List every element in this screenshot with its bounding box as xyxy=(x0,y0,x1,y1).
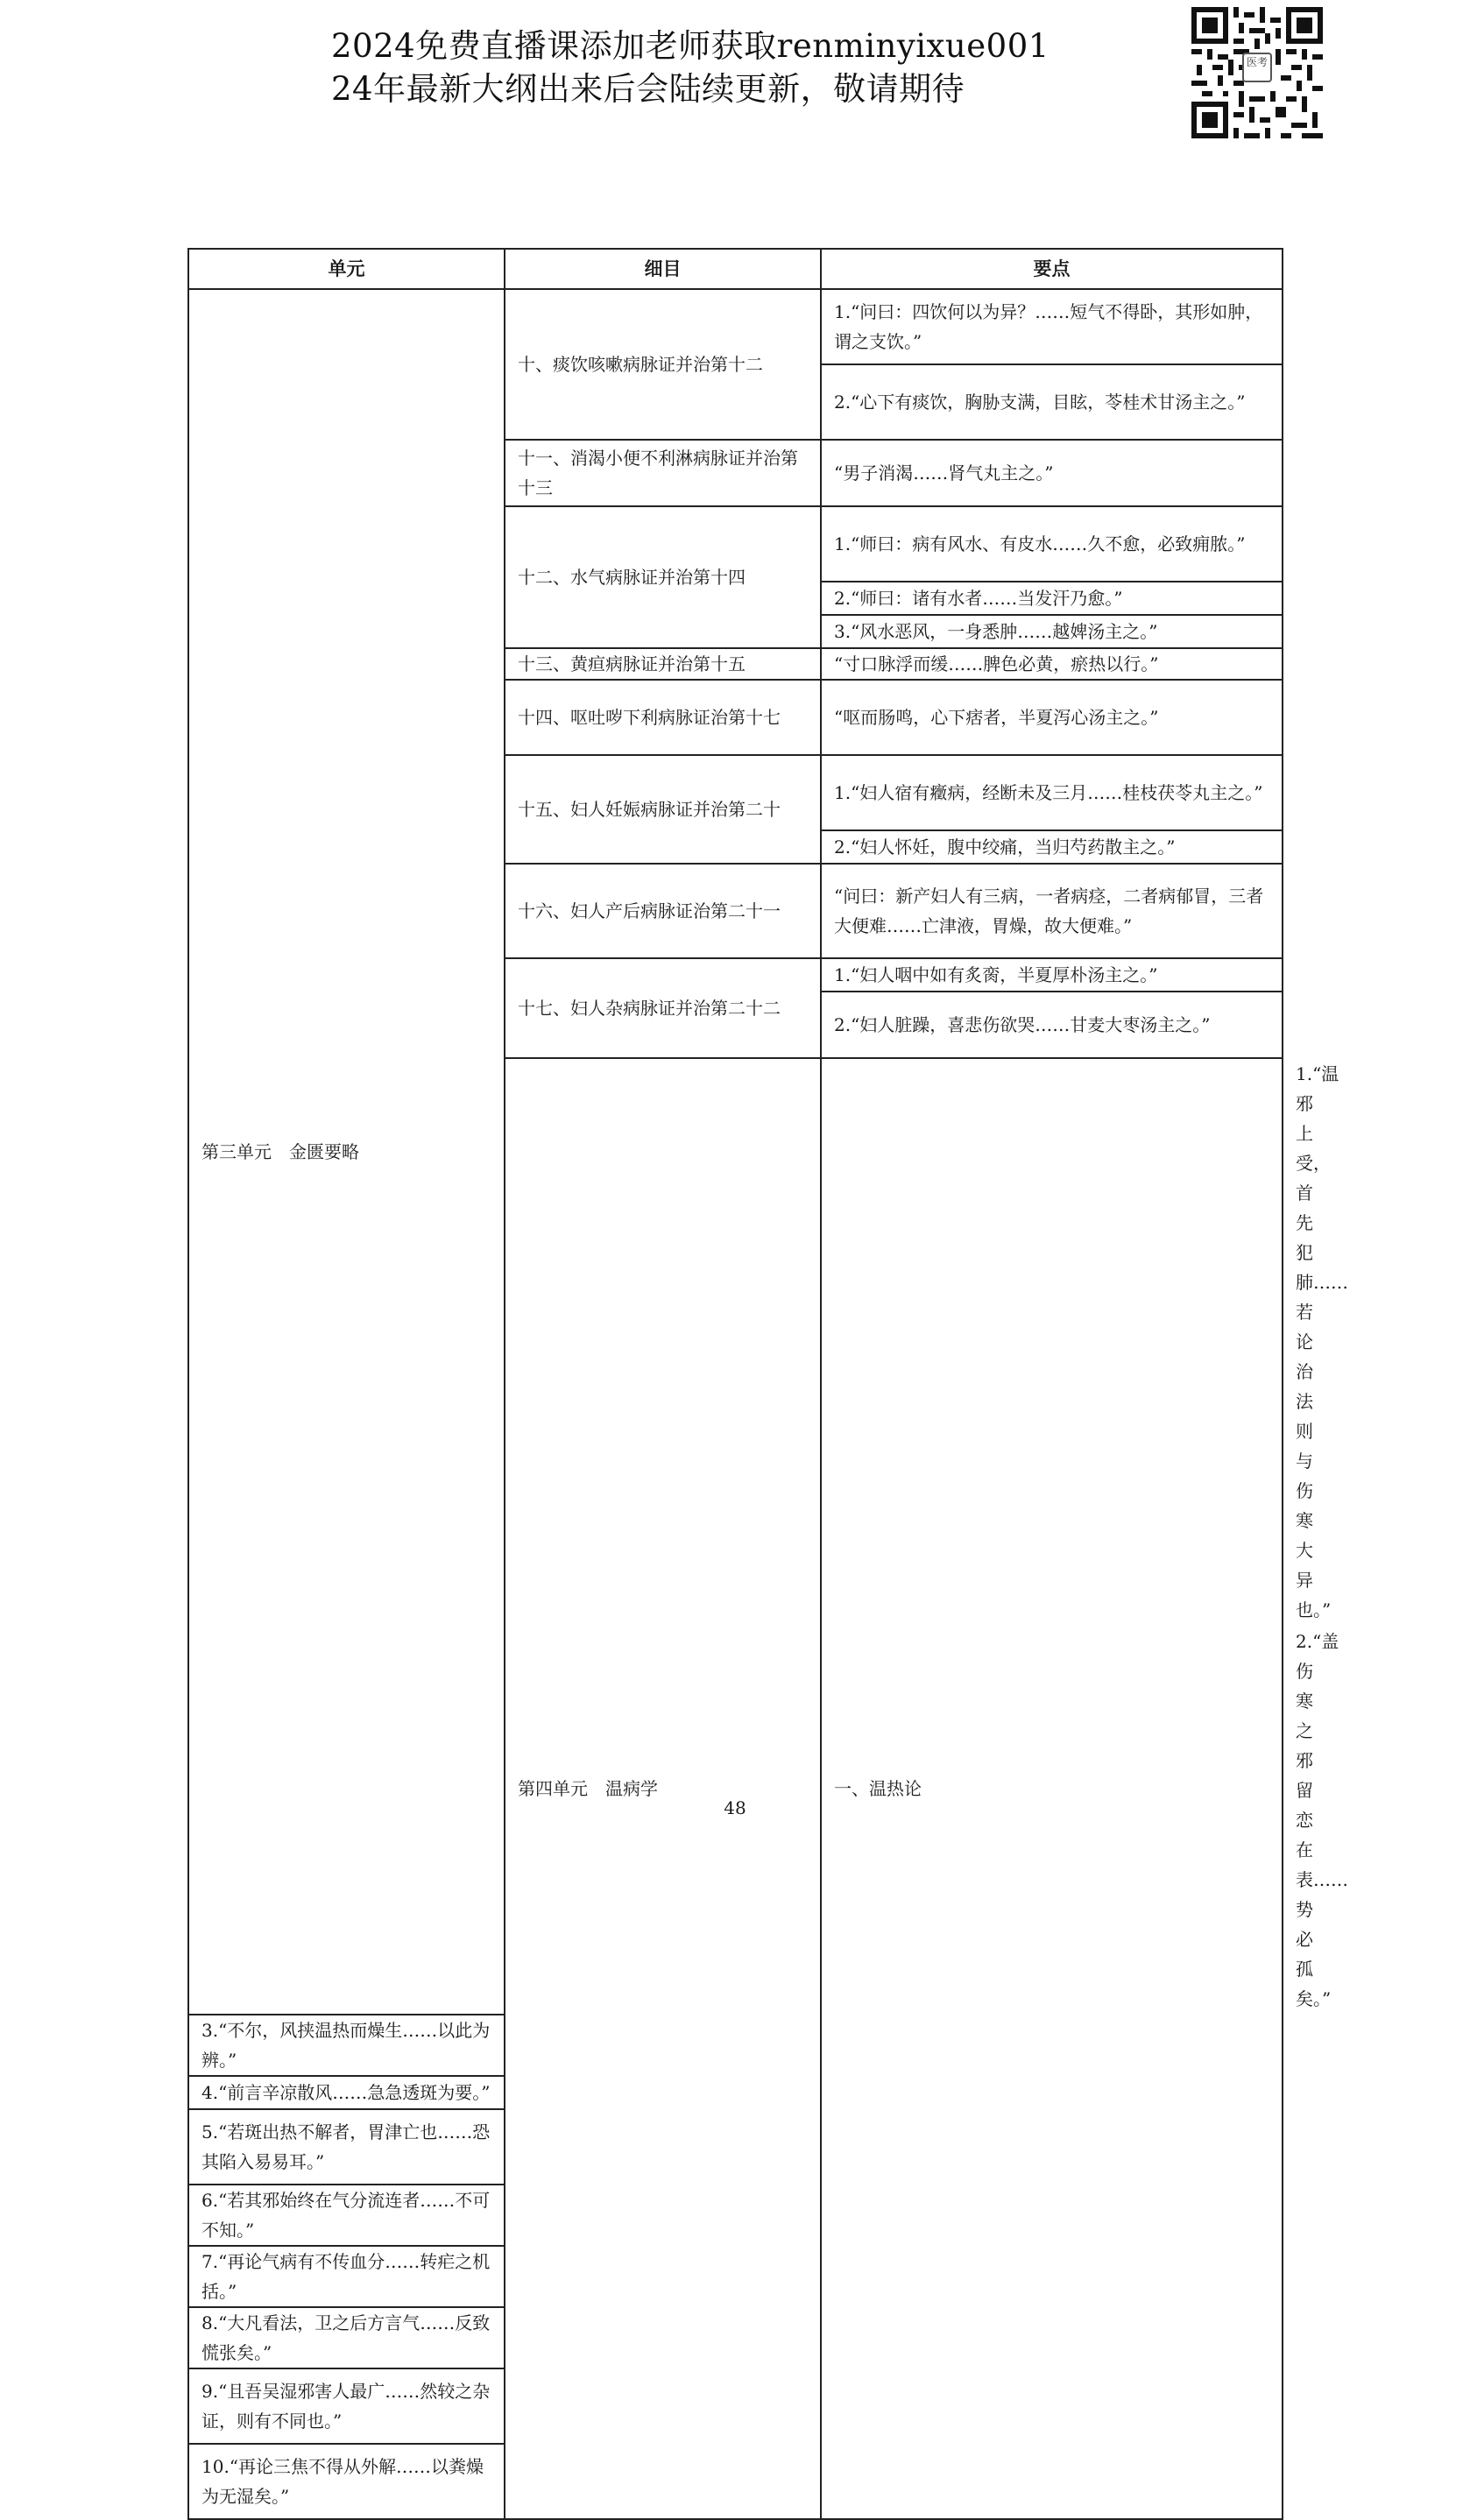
item-cell: 十三、黄疸病脉证并治第十五 xyxy=(505,648,821,680)
table-row xyxy=(188,289,1283,364)
point-cell: 1.“妇人咽中如有炙脔，半夏厚朴汤主之。” xyxy=(821,958,1283,992)
item-cell: 一、温热论 xyxy=(821,1058,1283,2519)
point-cell: 1.“妇人宿有癥病，经断未及三月……桂枝茯苓丸主之。” xyxy=(821,755,1283,830)
item-cell: 十四、呕吐哕下利病脉证治第十七 xyxy=(505,680,821,755)
point-cell: 6.“若其邪始终在气分流连者……不可不知。” xyxy=(188,2185,505,2246)
page-number: 48 xyxy=(724,1797,746,1818)
promo-banner xyxy=(331,25,1049,110)
point-cell: 5.“若斑出热不解者，胃津亡也……恐其陷入易易耳。” xyxy=(188,2109,505,2185)
item-cell: 十五、妇人妊娠病脉证并治第二十 xyxy=(505,755,821,864)
point-cell: “男子消渴……肾气丸主之。” xyxy=(821,440,1283,506)
point-cell: 2.“妇人脏躁，喜悲伤欲哭……甘麦大枣汤主之。” xyxy=(821,992,1283,1058)
point-cell: 3.“风水恶风，一身悉肿……越婢汤主之。” xyxy=(821,615,1283,648)
point-cell: 1.“问曰：四饮何以为异？……短气不得卧，其形如肿，谓之支饮。” xyxy=(821,289,1283,364)
point-cell: “问曰：新产妇人有三病，一者病痉，二者病郁冒，三者大便难……亡津液，胃燥，故大便难。” xyxy=(821,864,1283,958)
header-point: 要点 xyxy=(821,249,1283,289)
table-header-row xyxy=(188,249,1283,289)
point-cell: 1.“师曰：病有风水、有皮水……久不愈，必致痈脓。” xyxy=(821,506,1283,582)
point-cell: 4.“前言辛凉散风……急急透斑为要。” xyxy=(188,2076,505,2109)
point-cell: 2.“妇人怀妊，腹中绞痛，当归芍药散主之。” xyxy=(821,830,1283,864)
item-cell: 十七、妇人杂病脉证并治第二十二 xyxy=(505,958,821,1058)
syllabus-table xyxy=(187,248,1348,2520)
point-cell: “呕而肠鸣，心下痞者，半夏泻心汤主之。” xyxy=(821,680,1283,755)
promo-line-1: 2024免费直播课添加老师获取renminyixue001 xyxy=(331,27,1049,65)
header-item: 细目 xyxy=(505,249,821,289)
table-row: 第四单元 温病学 一、温热论 1.“温邪上受，首先犯肺……若论治法则与伤寒大异也。” xyxy=(188,1058,1283,1626)
point-cell: 2.“师曰：诸有水者……当发汗乃愈。” xyxy=(821,582,1283,615)
unit-cell: 第三单元 金匮要略 xyxy=(188,289,505,2015)
unit-cell: 第四单元 温病学 xyxy=(505,1058,821,2519)
item-cell: 十二、水气病脉证并治第十四 xyxy=(505,506,821,648)
point-cell: 3.“不尔，风挟温热而燥生……以此为辨。” xyxy=(188,2015,505,2076)
header-unit: 单元 xyxy=(188,249,505,289)
item-cell: 十、痰饮咳嗽病脉证并治第十二 xyxy=(505,289,821,440)
item-cell: 十一、消渴小便不利淋病脉证并治第十三 xyxy=(505,440,821,506)
point-cell: 10.“再论三焦不得从外解……以粪燥为无湿矣。” xyxy=(188,2444,505,2519)
point-cell: 8.“大凡看法，卫之后方言气……反致慌张矣。” xyxy=(188,2307,505,2368)
item-cell: 十六、妇人产后病脉证治第二十一 xyxy=(505,864,821,958)
qr-logo-badge: 医考 xyxy=(1242,53,1272,82)
point-cell: 9.“且吾吴湿邪害人最广……然较之杂证，则有不同也。” xyxy=(188,2368,505,2444)
point-cell: 7.“再论气病有不传血分……转疟之机括。” xyxy=(188,2246,505,2307)
point-cell: “寸口脉浮而缓……脾色必黄，瘀热以行。” xyxy=(821,648,1283,680)
point-cell: 2.“心下有痰饮，胸胁支满，目眩，苓桂术甘汤主之。” xyxy=(821,364,1283,440)
table-row: 2.“盖伤寒之邪留恋在表……势必孤矣。” xyxy=(1296,1631,1348,2009)
promo-line-2: 24年最新大纲出来后会陆续更新，敬请期待 xyxy=(331,70,965,108)
